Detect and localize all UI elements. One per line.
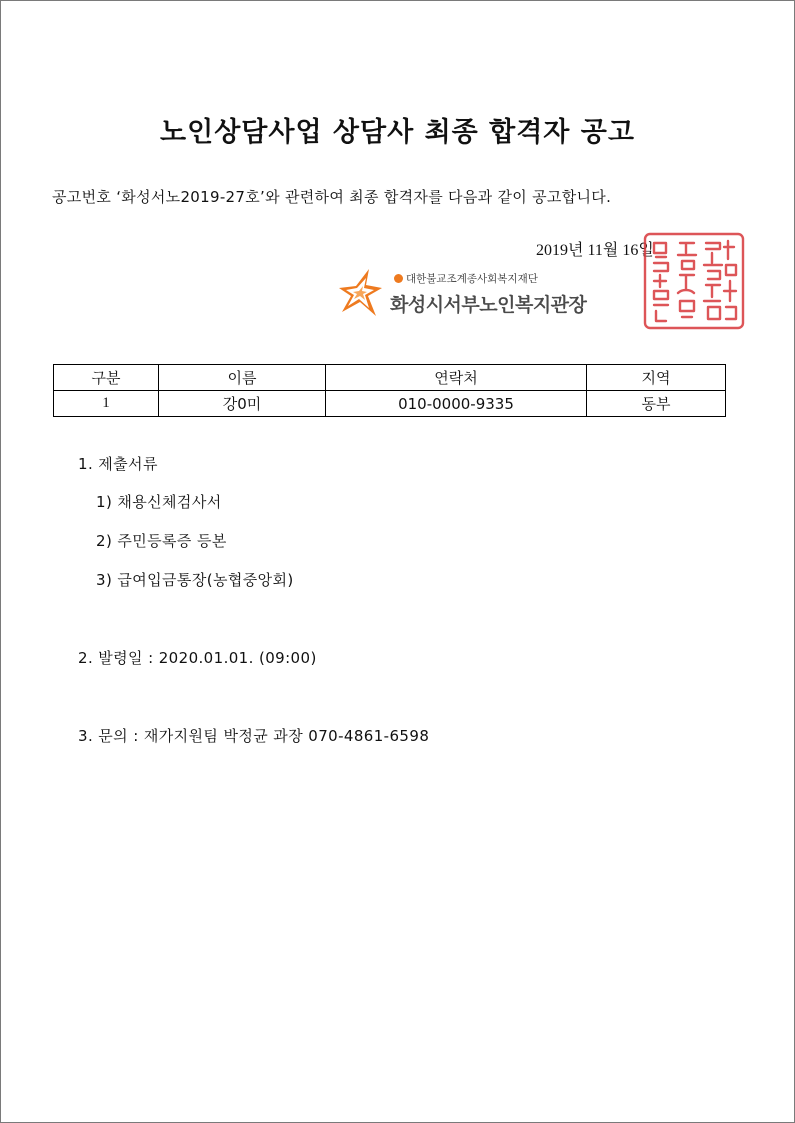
foundation-emblem-icon (394, 274, 403, 283)
documents-heading: 1. 제출서류 (78, 455, 158, 473)
center-director-name: 화성시서부노인복지관장 (390, 294, 587, 316)
table-row (54, 391, 726, 417)
foundation-name (394, 271, 538, 286)
star-logo-icon (336, 266, 388, 322)
document-title: 노인상담사업 상담사 최종 합격자 공고 (160, 117, 635, 148)
official-seal-stamp (642, 231, 746, 331)
column-header-region: 지역 (587, 365, 726, 391)
column-header-category: 구분 (54, 365, 159, 391)
successful-candidates-table (53, 364, 726, 417)
intro-text: 공고번호 ‘화성서노2019-27호’와 관련하여 최종 합격자를 다음과 같이 공고합니다. (52, 188, 612, 206)
cell-name: 강0미 (159, 391, 326, 417)
table-header-row (54, 365, 726, 391)
column-header-contact: 연락처 (326, 365, 587, 391)
document-item: 2) 주민등록증 등본 (96, 532, 227, 550)
welfare-center-logo (336, 266, 598, 322)
cell-region: 동부 (587, 391, 726, 417)
document-item: 1) 채용신체검사서 (96, 493, 222, 511)
cell-category: 1 (54, 391, 159, 417)
document-item: 3) 급여입금통장(농협중앙회) (96, 571, 294, 589)
column-header-name: 이름 (159, 365, 326, 391)
cell-contact: 010-0000-9335 (326, 391, 587, 417)
foundation-name-text: 대한불교조계종사회복지재단 (406, 273, 538, 285)
announcement-date: 2019년 11월 16일 (536, 242, 654, 259)
inquiry-contact: 3. 문의 : 재가지원팀 박정균 과장 070-4861-6598 (78, 727, 430, 745)
appointment-date: 2. 발령일 : 2020.01.01. (09:00) (78, 649, 317, 667)
